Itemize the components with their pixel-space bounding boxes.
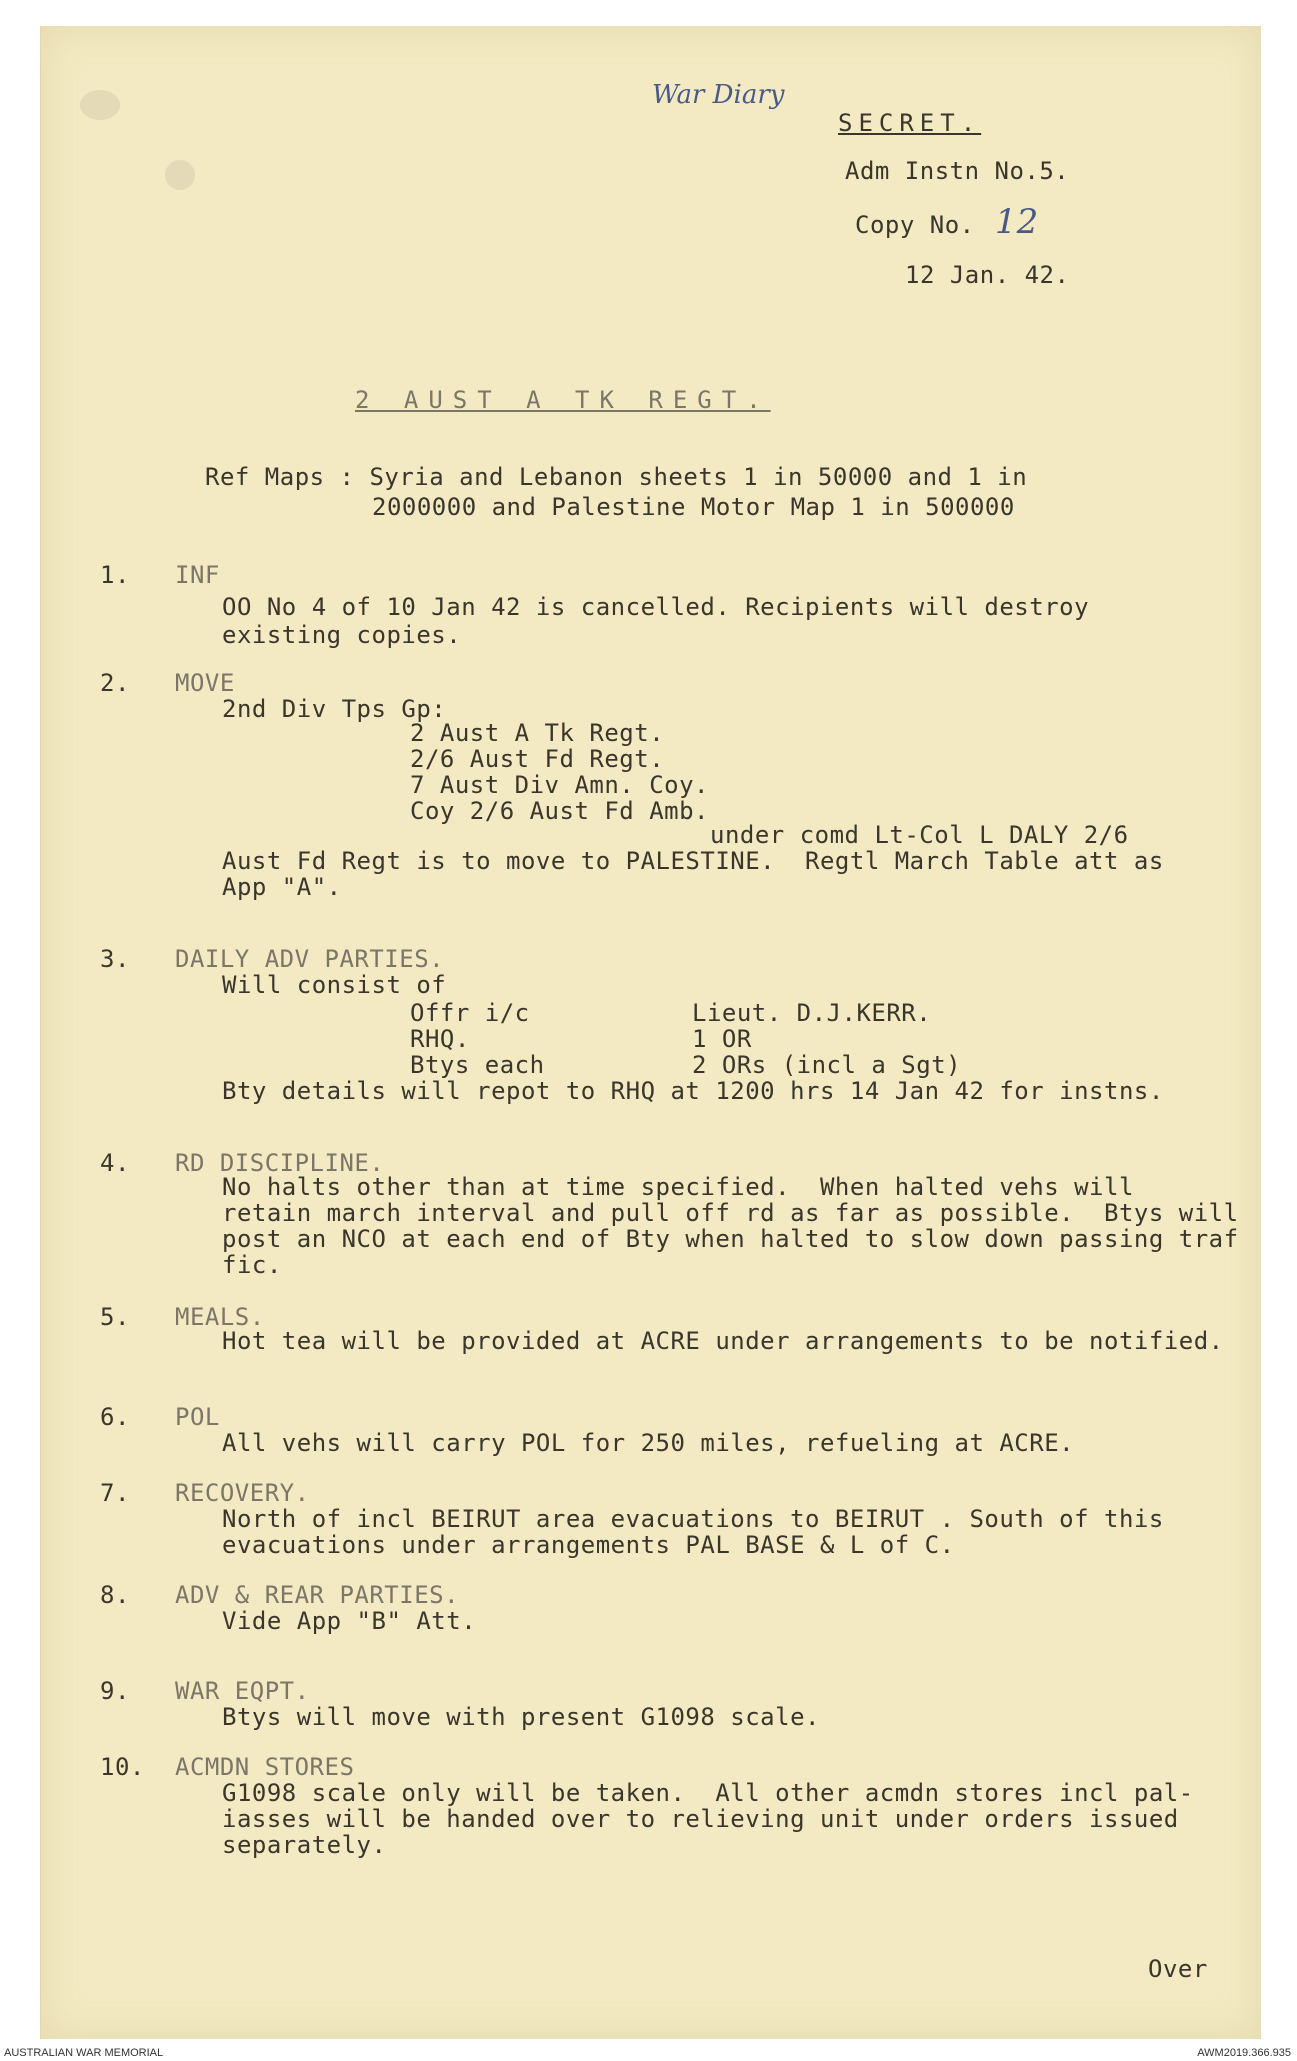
- para-heading: POL: [175, 1403, 220, 1431]
- handwritten-note: War Diary: [652, 80, 785, 110]
- copy-number: 12: [995, 202, 1039, 242]
- para-heading: MOVE: [175, 669, 235, 697]
- para-line: 2 Aust A Tk Regt.: [410, 719, 665, 747]
- para-number: 5.: [100, 1303, 130, 1331]
- para-heading: RD DISCIPLINE.: [175, 1149, 385, 1177]
- para-line: 1 OR: [692, 1025, 752, 1053]
- copy-label: Copy No.: [855, 211, 975, 239]
- ref-maps-line-1: Ref Maps : Syria and Lebanon sheets 1 in 50000 and 1 in: [205, 463, 1028, 491]
- para-line: App "A".: [222, 873, 342, 901]
- para-line: fic.: [222, 1251, 282, 1279]
- para-line: under comd Lt-Col L DALY 2/6: [710, 821, 1129, 849]
- para-line: North of incl BEIRUT area evacuations to BEIRUT . South of this: [222, 1505, 1164, 1533]
- para-number: 6.: [100, 1403, 130, 1431]
- para-line: OO No 4 of 10 Jan 42 is cancelled. Recipients will destroy: [222, 593, 1090, 621]
- para-line: Btys will move with present G1098 scale.: [222, 1703, 820, 1731]
- footer-credit: AUSTRALIAN WAR MEMORIAL: [4, 2047, 164, 2059]
- para-number: 3.: [100, 945, 130, 973]
- para-heading: WAR EQPT.: [175, 1677, 310, 1705]
- para-line: Lieut. D.J.KERR.: [692, 999, 932, 1027]
- para-line: 7 Aust Div Amn. Coy.: [410, 771, 709, 799]
- para-line: retain march interval and pull off rd as far as possible. Btys will: [222, 1199, 1239, 1227]
- document-date: 12 Jan. 42.: [905, 261, 1070, 289]
- page-title: 2 AUST A TK REGT.: [355, 386, 771, 414]
- classification: SECRET.: [838, 109, 982, 137]
- para-heading: ADV & REAR PARTIES.: [175, 1581, 460, 1609]
- para-number: 7.: [100, 1479, 130, 1507]
- para-line: Hot tea will be provided at ACRE under arrangements to be notified.: [222, 1327, 1224, 1355]
- paper-stain: [165, 160, 195, 190]
- over-note: Over: [1148, 1955, 1208, 1983]
- para-line: Offr i/c: [410, 999, 530, 1027]
- para-line: Btys each: [410, 1051, 545, 1079]
- para-line: post an NCO at each end of Bty when halted to slow down passing traf: [222, 1225, 1239, 1253]
- para-heading: RECOVERY.: [175, 1479, 310, 1507]
- document-page: [40, 26, 1261, 2039]
- para-number: 2.: [100, 669, 130, 697]
- instruction-number: Adm Instn No.5.: [845, 157, 1070, 185]
- para-number: 8.: [100, 1581, 130, 1609]
- para-line: Will consist of: [222, 971, 447, 999]
- para-line: G1098 scale only will be taken. All other acmdn stores incl pal-: [222, 1779, 1194, 1807]
- para-line: No halts other than at time specified. When halted vehs will: [222, 1173, 1134, 1201]
- para-heading: INF: [175, 561, 220, 589]
- para-line: evacuations under arrangements PAL BASE & L of C.: [222, 1531, 955, 1559]
- para-line: 2 ORs (incl a Sgt): [692, 1051, 962, 1079]
- para-number: 4.: [100, 1149, 130, 1177]
- para-line: 2nd Div Tps Gp:: [222, 695, 447, 723]
- para-line: 2/6 Aust Fd Regt.: [410, 745, 665, 773]
- para-line: Bty details will repot to RHQ at 1200 hrs 14 Jan 42 for instns.: [222, 1077, 1164, 1105]
- para-heading: DAILY ADV PARTIES.: [175, 945, 445, 973]
- paper-stain: [80, 90, 120, 120]
- para-line: separately.: [222, 1831, 387, 1859]
- para-number: 9.: [100, 1677, 130, 1705]
- para-line: existing copies.: [222, 621, 462, 649]
- para-line: RHQ.: [410, 1025, 470, 1053]
- footer-accession-number: AWM2019.366.935: [1197, 2047, 1291, 2059]
- para-number: 10.: [100, 1753, 145, 1781]
- para-heading: MEALS.: [175, 1303, 265, 1331]
- para-line: All vehs will carry POL for 250 miles, refueling at ACRE.: [222, 1429, 1075, 1457]
- para-line: Coy 2/6 Aust Fd Amb.: [410, 797, 709, 825]
- para-line: iasses will be handed over to relieving unit under orders issued: [222, 1805, 1179, 1833]
- para-line: Vide App "B" Att.: [222, 1607, 477, 1635]
- ref-maps-line-2: 2000000 and Palestine Motor Map 1 in 500000: [372, 493, 1015, 521]
- para-line: Aust Fd Regt is to move to PALESTINE. Regtl March Table att as: [222, 847, 1164, 875]
- para-number: 1.: [100, 561, 130, 589]
- para-heading: ACMDN STORES: [175, 1753, 355, 1781]
